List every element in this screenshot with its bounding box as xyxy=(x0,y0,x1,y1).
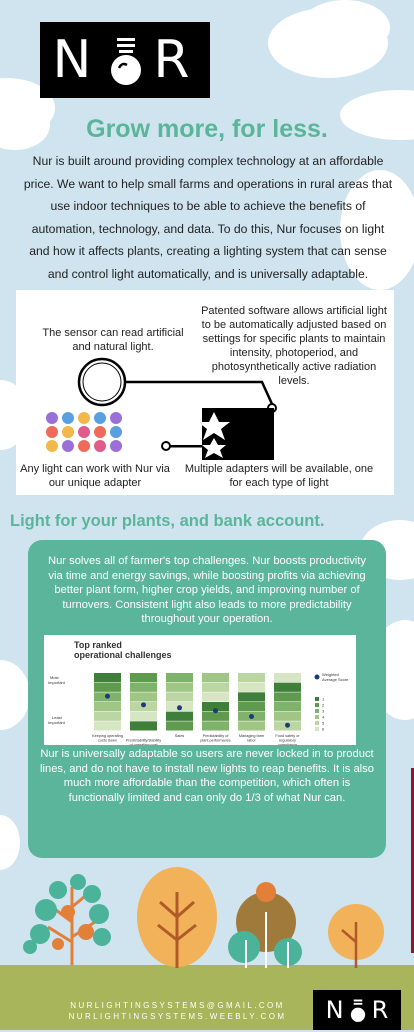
bar-segment xyxy=(166,721,193,730)
bar-segment xyxy=(274,692,301,701)
logo-letter-r: R xyxy=(153,30,198,90)
category-label: Food safety or xyxy=(275,734,300,738)
y-label-top: Most xyxy=(50,675,59,680)
section-title: Light for your plants, and bank account. xyxy=(10,512,325,530)
legend-swatch xyxy=(315,715,319,719)
category-label: Predictability/stability xyxy=(125,738,162,743)
light-dot xyxy=(62,440,74,452)
category-label: Keeping operating xyxy=(92,734,123,738)
light-dot xyxy=(110,440,122,452)
sensor-circle xyxy=(79,359,125,405)
svg-text:Important: Important xyxy=(48,680,65,685)
light-dot xyxy=(78,426,90,438)
lightbulb-icon xyxy=(105,32,147,88)
bar-segment xyxy=(166,673,193,682)
legend-label: 6 xyxy=(322,726,325,732)
category-label: plant performance xyxy=(200,738,231,743)
legend-label: 4 xyxy=(322,714,325,720)
legend-swatch xyxy=(315,703,319,707)
bar-segment xyxy=(130,692,157,701)
bar-segment xyxy=(238,673,265,682)
category-label: Managing farm xyxy=(238,734,265,738)
bar-segment xyxy=(238,692,265,701)
intro-paragraph: Nur is built around providing complex technology at an affordable price. We want to help small farms and operations in rural areas that use indoor techniques to be able to achieve the benefits of automation, technology, and data. To do this, Nur focuses on light and how it affects plants, creating a lighting system that can sense and control light automatically, and is universally adaptable. xyxy=(23,154,393,281)
light-dot xyxy=(62,412,74,424)
light-dot xyxy=(46,426,58,438)
light-dot xyxy=(46,412,58,424)
challenges-paragraph: Nur solves all of farmer's top challenges. Nur boosts productivity via time and energy savings, while boosting profits via achieving better plant form, higher crop yields, and improving number of turnovers. Consistent light also leads to more predictability throughout your operation. xyxy=(47,555,366,625)
legend-label: 1 xyxy=(322,696,325,702)
tree-4 xyxy=(328,904,384,968)
bar-segment xyxy=(238,721,265,730)
legend-swatch xyxy=(315,709,319,713)
light-dot xyxy=(78,412,90,424)
bar-segment xyxy=(202,673,229,682)
score-point xyxy=(213,708,218,713)
score-point xyxy=(177,705,182,710)
light-dot xyxy=(110,412,122,424)
bar-segment xyxy=(166,692,193,701)
bar-segment xyxy=(94,683,121,692)
nur-logo xyxy=(40,22,210,98)
bar-segment xyxy=(238,702,265,711)
bar-segment xyxy=(166,712,193,721)
multi-adapter-text: Multiple adapters will be available, one for each type of light xyxy=(184,463,374,489)
bar-segment xyxy=(202,692,229,701)
bar-segment xyxy=(166,683,193,692)
chart-svg xyxy=(44,635,356,745)
score-point xyxy=(105,694,110,699)
sensor-text: The sensor can read artificial and natural light. xyxy=(42,327,184,353)
bar-segment xyxy=(274,702,301,711)
bar-segment xyxy=(238,683,265,692)
svg-text:Average Score: Average Score xyxy=(322,677,349,682)
software-text: Patented software allows artificial light to be automatically adjusted based on settings for specific plants to maintain intensity, photoperiod, and photosynthetically active radiation levels. xyxy=(201,305,387,387)
category-label: of operating cost xyxy=(129,743,158,745)
category-label: Sales xyxy=(174,734,185,738)
bar-segment xyxy=(94,712,121,721)
score-point xyxy=(249,714,254,719)
bar-segment xyxy=(130,683,157,692)
legend-label: 3 xyxy=(322,708,325,714)
diagram-panel xyxy=(16,290,394,495)
tree-2 xyxy=(137,867,217,968)
bar-segment xyxy=(274,712,301,721)
legend-label: 2 xyxy=(322,702,325,708)
bar-segment xyxy=(202,683,229,692)
light-dot xyxy=(94,412,106,424)
footer-logo-r: R xyxy=(371,996,389,1024)
category-label: regulatory xyxy=(279,738,296,743)
legend-swatch xyxy=(315,721,319,725)
bar-segment xyxy=(130,721,157,730)
bar-segment xyxy=(130,673,157,682)
footer-logo xyxy=(313,990,401,1030)
score-point xyxy=(141,702,146,707)
light-dot xyxy=(78,440,90,452)
score-point xyxy=(285,723,290,728)
adaptability-paragraph: Nur is universally adaptable so users are never locked in to product lines, and do not have to install new lights to reap benefits. It is also much more affordable than the competition, which often is functionally limited and can only do 1/3 of what Nur can. xyxy=(40,748,374,804)
svg-text:Important: Important xyxy=(48,720,65,725)
footer-email[interactable]: NURLIGHTINGSYSTEMS@GMAIL.COM xyxy=(70,1001,285,1010)
challenges-chart xyxy=(44,635,356,745)
footer-logo-n: N xyxy=(325,996,344,1024)
category-label: Predictability of xyxy=(202,734,229,738)
light-dot xyxy=(94,426,106,438)
legend-swatch xyxy=(315,727,319,731)
light-dot xyxy=(110,426,122,438)
legend-swatch xyxy=(315,697,319,701)
bar-segment xyxy=(274,673,301,682)
bar-segment xyxy=(94,673,121,682)
tree-3 xyxy=(228,882,302,968)
lightbulb-icon xyxy=(348,996,368,1024)
light-dot xyxy=(62,426,74,438)
bar-segment xyxy=(94,702,121,711)
cloud xyxy=(0,660,30,730)
cloud xyxy=(300,0,390,55)
legend-title: Weighted xyxy=(322,672,339,677)
y-label-bottom: Least xyxy=(52,715,62,720)
bar-segment xyxy=(94,721,121,730)
adapter-text: Any light can work with Nur via our unique adapter xyxy=(20,463,170,489)
bar-segment xyxy=(202,721,229,730)
bar-segment xyxy=(130,712,157,721)
tree-1 xyxy=(23,874,111,965)
logo-letter-n: N xyxy=(52,30,100,90)
category-label: costs down xyxy=(98,738,117,743)
headline: Grow more, for less. xyxy=(86,115,328,143)
category-label: compliance xyxy=(277,743,298,745)
light-dot xyxy=(46,440,58,452)
chart-title-2: operational challenges xyxy=(74,650,172,660)
category-label: labor xyxy=(247,738,256,743)
light-dot xyxy=(94,440,106,452)
footer-website[interactable]: NURLIGHTINGSYSTEMS.WEEBLY.COM xyxy=(68,1012,287,1021)
bar-segment xyxy=(274,683,301,692)
chart-title: Top ranked xyxy=(74,640,122,650)
legend-label: 5 xyxy=(322,720,325,726)
